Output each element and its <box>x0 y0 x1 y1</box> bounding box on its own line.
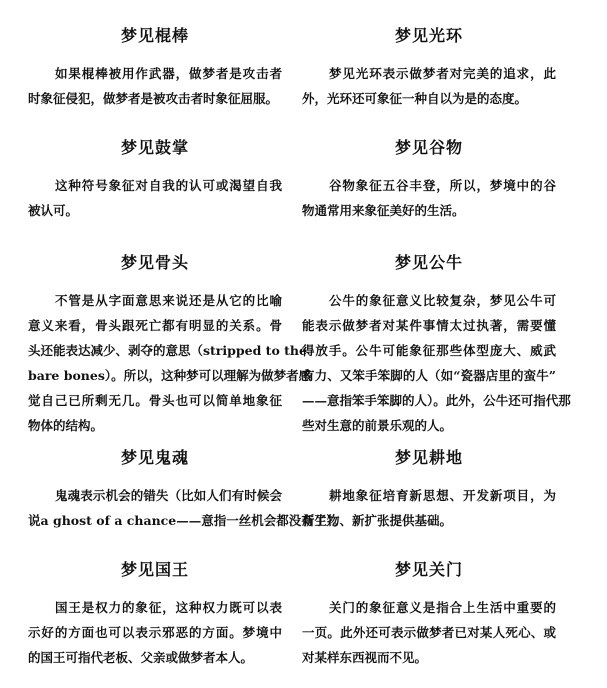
entry-title: 梦见谷物 <box>394 138 463 157</box>
entry-title: 梦见骨头 <box>120 253 189 272</box>
entry-text-line: 对某样东西视而不见。 <box>302 650 428 665</box>
entry-text-line: bare bones）。所以，这种梦可以理解为做梦者感 <box>28 368 312 383</box>
dream-entry <box>302 559 556 670</box>
entry-text-line: 国王是权力的象征，这种权力既可以表 <box>55 600 282 615</box>
entry-text-line: 梦见光环表示做梦者对完美的追求，此 <box>329 66 556 81</box>
entry-text-line: 些对生意的前景乐观的人。 <box>302 418 453 433</box>
entry-text-line: 觉自己已所剩无几。骨头也可以简单地象征 <box>28 393 282 408</box>
dream-entry <box>28 447 345 533</box>
entry-text-line: 的国王可指代老板、父亲或做梦者本人。 <box>28 650 254 665</box>
entry-text-line: 鬼魂表示机会的错失（比如人们有时候会 <box>55 488 282 503</box>
entry-text-line: 说a ghost of a chance——意指一丝机会都没有了）。 <box>28 513 345 528</box>
dream-entry <box>28 252 312 438</box>
entry-text-line: 被认可。 <box>28 203 79 218</box>
entry-title: 梦见耕地 <box>394 448 463 467</box>
entry-text-line: 耕地象征培育新思想、开发新项目，为 <box>329 488 556 503</box>
entry-text-line: 示好的方面也可以表示邪恶的方面。梦境中 <box>28 625 282 640</box>
dream-entry <box>302 252 571 438</box>
entry-title: 梦见棍棒 <box>120 26 189 45</box>
entry-text-line: 物通常用来象征美好的生活。 <box>302 203 465 218</box>
entry-text-line: 有力、又笨手笨脚的人（如“瓷器店里的蛮牛” <box>302 368 556 383</box>
entry-text-line: 外，光环还可象征一种自以为是的态度。 <box>302 91 528 106</box>
dream-entry <box>28 137 282 223</box>
entry-text-line: 公牛的象征意义比较复杂，梦见公牛可 <box>329 293 556 308</box>
entry-text-line: 头还能表达减少、剥夺的意思（stripped to the <box>28 343 307 358</box>
dream-entry <box>28 559 282 670</box>
entry-text-line: 这种符号象征对自我的认可或渴望自我 <box>55 178 282 193</box>
entry-title: 梦见鬼魂 <box>120 448 189 467</box>
entry-title: 梦见光环 <box>394 26 463 45</box>
entry-text-line: 时象征侵犯，做梦者是被攻击者时象征屈服。 <box>28 91 279 106</box>
entry-text-line: 关门的象征意义是指合上生活中重要的 <box>329 600 556 615</box>
entry-title: 梦见鼓掌 <box>120 138 189 157</box>
entry-title: 梦见国王 <box>120 560 189 579</box>
entry-text-line: 如果棍棒被用作武器，做梦者是攻击者 <box>55 66 282 81</box>
entry-text-line: 能表示做梦者对某件事情太过执著，需要懂 <box>302 318 556 333</box>
entry-text-line: ——意指笨手笨脚的人）。此外，公牛还可指代那 <box>302 393 571 408</box>
entry-text-line: 不管是从字面意思来说还是从它的比喻 <box>55 293 282 308</box>
entry-text-line: 意义来看，骨头跟死亡都有明显的关系。骨 <box>28 318 282 333</box>
entry-text-line: 谷物象征五谷丰登，所以，梦境中的谷 <box>329 178 556 193</box>
entry-text-line: 物体的结构。 <box>28 418 104 433</box>
entry-title: 梦见公牛 <box>394 253 463 272</box>
entry-text-line: 得放手。公牛可能象征那些体型庞大、威武 <box>302 343 556 358</box>
entry-title: 梦见关门 <box>394 560 463 579</box>
entry-text-line: 一页。此外还可表示做梦者已对某人死心、或 <box>302 625 556 640</box>
dream-entry <box>28 25 282 111</box>
entry-text-line: 新生物、新扩张提供基础。 <box>302 513 453 528</box>
dream-entry <box>302 137 556 223</box>
dream-entry <box>302 447 556 533</box>
dream-entry <box>302 25 556 111</box>
